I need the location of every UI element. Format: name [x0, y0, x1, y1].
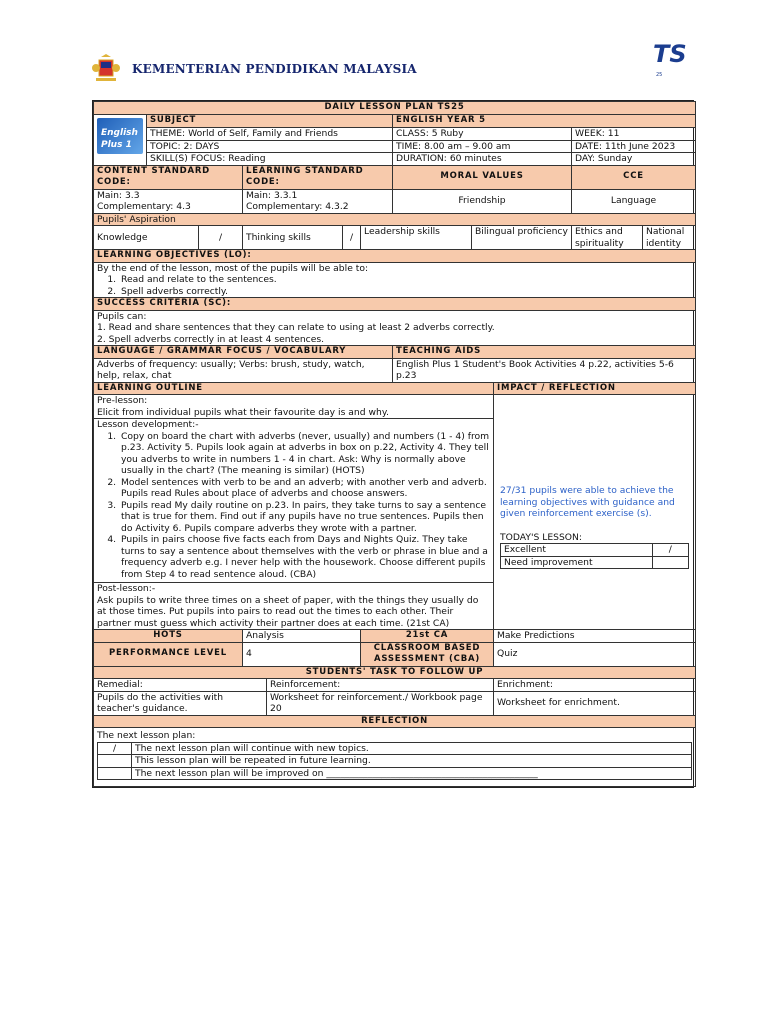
skill-focus: SKILL(S) FOCUS: Reading: [147, 153, 393, 166]
aspiration-national: National identity: [643, 226, 696, 250]
reflection-option-mark: [98, 755, 132, 768]
aspiration-knowledge: Knowledge: [94, 226, 199, 250]
class: CLASS: 5 Ruby: [393, 128, 572, 141]
aspiration-thinking: Thinking skills: [243, 226, 343, 250]
reflection-option: The next lesson plan will be improved on ______________________________________________: [132, 767, 692, 780]
teaching-aids-value: English Plus 1 Student's Book Activities 4 p.22, activities 5-6 p.23: [393, 358, 696, 382]
aspiration-knowledge-mark: /: [199, 226, 243, 250]
reinforcement-value: Worksheet for reinforcement./ Workbook page 20: [267, 691, 494, 715]
remedial-value: Pupils do the activities with teacher's guidance.: [94, 691, 267, 715]
theme: THEME: World of Self, Family and Friends: [147, 128, 393, 141]
content-complementary: Complementary: 4.3: [97, 201, 191, 212]
todays-need-improvement: Need improvement: [501, 556, 653, 569]
learning-standard-label: LEARNING STANDARD CODE:: [243, 165, 393, 189]
development-step: 1. Copy on board the chart with adverbs (never, usually) and numbers (1 - 4) from p.23. Activity 5. Pupils look again at adverbs in box on p.22, Activity 4. They tell you adverbs to write in numbers 1 - 4 in chart. Ask: Why is normally above usually in the chart? (The meaning is similar) (HOTS): [119, 431, 490, 477]
hots-value: Analysis: [243, 630, 361, 643]
moral-values-value: Friendship: [393, 189, 572, 213]
remedial-label: Remedial:: [94, 679, 267, 692]
ca-label: 21st CA: [361, 630, 494, 643]
cce-value: Language: [572, 189, 696, 213]
todays-excellent-mark: /: [652, 544, 688, 557]
ministry-title: KEMENTERIAN PENDIDIKAN MALAYSIA: [132, 62, 417, 76]
reflection-option-mark: /: [98, 742, 132, 755]
impact-text: 27/31 pupils were able to achieve the learning objectives with guidance and given reinforcement exercise (s).: [500, 485, 675, 519]
ts25-logo-sub: 25: [656, 72, 663, 78]
pre-lesson-text: Elicit from individual pupils what their favourite day is and why.: [97, 406, 389, 418]
aspiration-thinking-mark: /: [343, 226, 361, 250]
todays-excellent: Excellent: [501, 544, 653, 557]
impact-content: [494, 395, 696, 630]
enrichment-label: Enrichment:: [494, 679, 696, 692]
success-content: [94, 310, 696, 346]
language-label: LANGUAGE / GRAMMAR FOCUS / VOCABULARY: [94, 346, 393, 359]
development-step: 2. Model sentences with verb to be and an adverb; with another verb and adverb. Pupils read Rules about place of adverbs and choose answers.: [119, 477, 490, 500]
reflection-option-mark: [98, 767, 132, 780]
cce-label: CCE: [572, 165, 696, 189]
success-line-1: 1. Read and share sentences that they can relate to using at least 2 adverbs correctly.: [97, 322, 495, 333]
time: TIME: 8.00 am – 9.00 am: [393, 140, 572, 153]
reflection-label: REFLECTION: [94, 715, 696, 728]
book-logo-text: English Plus 1: [101, 128, 138, 150]
reflection-content: [94, 728, 696, 787]
todays-lesson-table: [500, 543, 689, 569]
outline-content: [94, 395, 494, 630]
aspiration-label: Pupils' Aspiration: [94, 213, 696, 226]
ts25-logo: TS: [653, 40, 687, 68]
outline-label: LEARNING OUTLINE: [94, 382, 494, 395]
success-label: SUCCESS CRITERIA (SC):: [94, 298, 696, 311]
development-step: 3. Pupils read My daily routine on p.23. In pairs, they take turns to say a sentence that is true for them. Find out if any pupils have no true sentences. Pupils then do Activity 6. Pupils compare adverbs they wrote with a partner.: [119, 500, 490, 535]
objectives-label: LEARNING OBJECTIVES (LO):: [94, 250, 696, 263]
week: WEEK: 11: [572, 128, 696, 141]
performance-level-label: PERFORMANCE LEVEL: [94, 642, 243, 666]
topic: TOPIC: 2: DAYS: [147, 140, 393, 153]
teaching-aids-label: TEACHING AIDS: [393, 346, 696, 359]
enrichment-value: Worksheet for enrichment.: [494, 691, 696, 715]
moral-values-label: MORAL VALUES: [393, 165, 572, 189]
performance-level-value: 4: [243, 642, 361, 666]
language-value: Adverbs of frequency: usually; Verbs: brush, study, watch, help, relax, chat: [94, 358, 393, 382]
todays-lesson-label: TODAY'S LESSON:: [500, 531, 583, 543]
english-plus-book-icon: [97, 118, 143, 154]
date: DATE: 11th June 2023: [572, 140, 696, 153]
reflection-option: This lesson plan will be repeated in future learning.: [132, 755, 692, 768]
content-standard-value: [94, 189, 243, 213]
pre-lesson: [94, 395, 493, 419]
post-lesson-text: Ask pupils to write three times on a sheet of paper, with the things they usually do at those times. Put pupils into pairs to read out the times to each other. Their partner must guess which activity their partner does at each time. (21st CA): [97, 594, 479, 629]
aspiration-bilingual: Bilingual proficiency: [472, 226, 572, 250]
impact-label: IMPACT / REFLECTION: [494, 382, 696, 395]
day: DAY: Sunday: [572, 153, 696, 166]
plan-title: DAILY LESSON PLAN TS25: [94, 102, 696, 115]
development-step: 4. Pupils in pairs choose five facts each from Days and Nights Quiz. They take turns to say a sentence about themselves with the verb or phrase in blue and a frequency adverb e.g. I never help with the housework. Choose different pupils from Step 4 to read sentence aloud. (CBA): [119, 534, 490, 580]
reflection-options: [97, 742, 692, 781]
post-lesson-label: Post-lesson:-: [97, 583, 156, 594]
content-main: Main: 3.3: [97, 189, 140, 201]
lesson-development: [94, 419, 493, 583]
content-standard-label: CONTENT STANDARD CODE:: [94, 165, 243, 189]
aspiration-row: [94, 226, 696, 250]
lesson-plan-document: [92, 100, 694, 788]
malaysia-coat-of-arms-icon: [92, 54, 120, 84]
objectives-intro: By the end of the lesson, most of the pupils will be able to:: [97, 262, 369, 274]
cba-value: Quiz: [494, 642, 696, 666]
learning-standard-value: [243, 189, 393, 213]
post-lesson: [94, 583, 493, 629]
pre-lesson-label: Pre-lesson:: [97, 395, 148, 406]
learning-main: Main: 3.3.1: [246, 189, 298, 201]
reinforcement-label: Reinforcement:: [267, 679, 494, 692]
book-logo-cell: [94, 115, 147, 166]
success-line-2: 2. Spell adverbs correctly in at least 4 sentences.: [97, 333, 325, 345]
ca-value: Make Predictions: [494, 630, 696, 643]
lesson-development-label: Lesson development:-: [97, 419, 199, 430]
aspiration-leadership: Leadership skills: [361, 226, 472, 250]
success-intro: Pupils can:: [97, 310, 147, 322]
objective-item: 2. Spell adverbs correctly.: [119, 286, 692, 298]
objective-item: 1. Read and relate to the sentences.: [119, 274, 692, 286]
followup-label: STUDENTS' TASK TO FOLLOW UP: [94, 666, 696, 679]
todays-need-improvement-mark: [652, 556, 688, 569]
cba-label: CLASSROOM BASED ASSESSMENT (CBA): [361, 642, 494, 666]
lesson-plan-table: [93, 101, 696, 787]
aspiration-ethics: Ethics and spirituality: [572, 226, 643, 250]
reflection-option: The next lesson plan will continue with new topics.: [132, 742, 692, 755]
subject-label: SUBJECT: [147, 115, 393, 128]
subject-value: ENGLISH YEAR 5: [393, 115, 696, 128]
learning-complementary: Complementary: 4.3.2: [246, 201, 349, 212]
duration: DURATION: 60 minutes: [393, 153, 572, 166]
reflection-intro: The next lesson plan:: [97, 730, 196, 741]
page-header: [88, 40, 688, 100]
objectives-content: [94, 262, 696, 298]
hots-label: HOTS: [94, 630, 243, 643]
